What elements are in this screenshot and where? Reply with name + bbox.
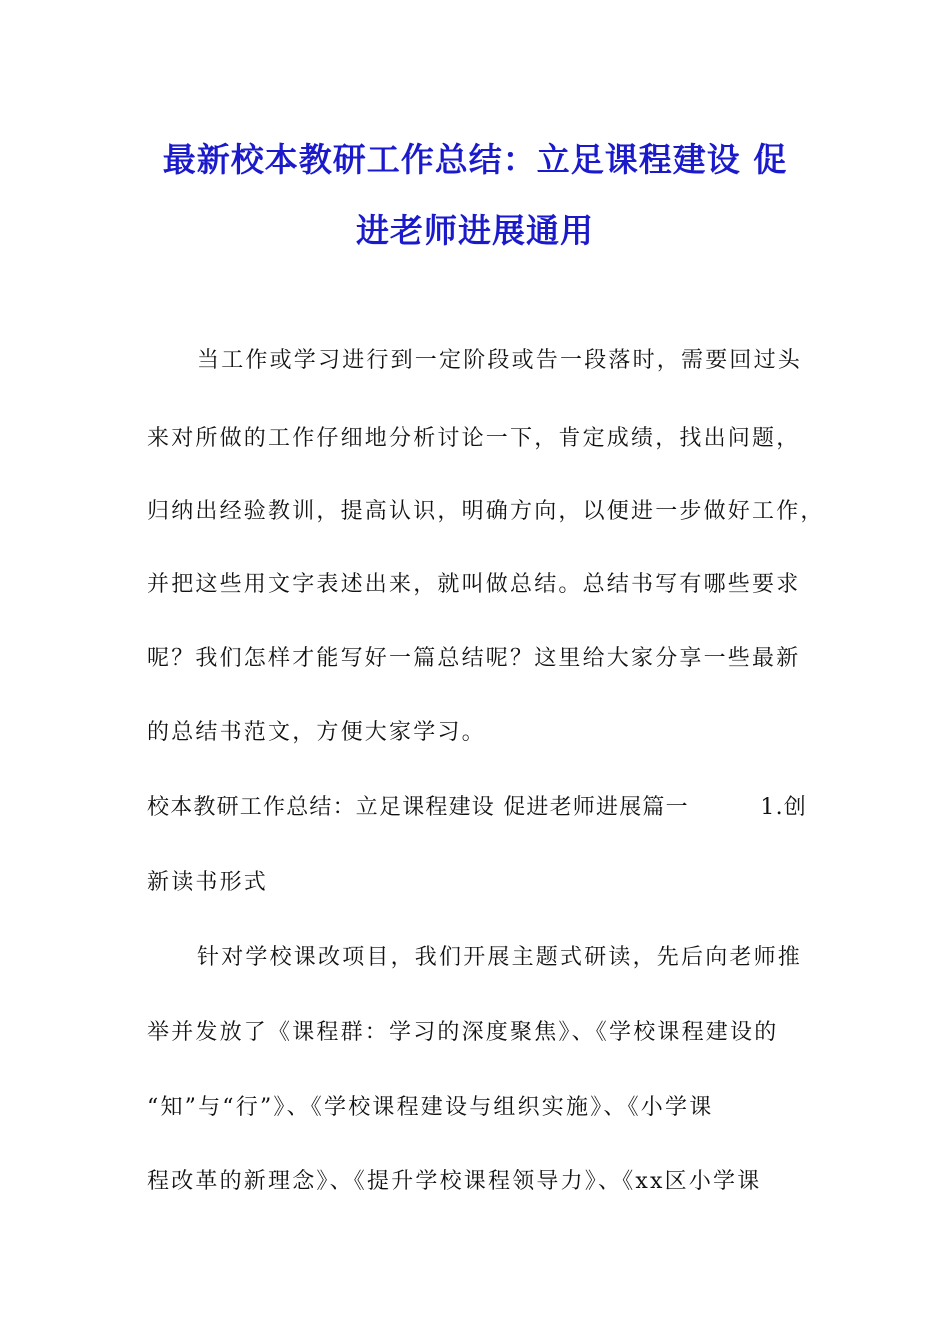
paragraph-1-line: 的总结书范文，方便大家学习。 <box>147 720 486 745</box>
paragraph-2-line: 举并发放了《课程群：学习的深度聚焦》、《学校课程建设的 <box>147 1020 779 1045</box>
paragraph-2-line: 程改革的新理念》、《提升学校课程领导力》、《xx区小学课 <box>147 1169 762 1194</box>
document-title-line-2: 进老师进展通用 <box>356 211 594 250</box>
paragraph-1-line: 来对所做的工作仔细地分析讨论一下，肯定成绩，找出问题， <box>147 426 801 451</box>
section-heading-text: 校本教研工作总结：立足课程建设 促进老师进展篇一 <box>147 795 689 820</box>
paragraph-1-line: 呢？我们怎样才能写好一篇总结呢？这里给大家分享一些最新 <box>147 646 801 671</box>
section-heading <box>147 793 807 823</box>
paragraph-1-line: 归纳出经验教训，提高认识，明确方向，以便进一步做好工作， <box>147 499 825 524</box>
paragraph-2-line: “知”与“行”》、《学校课程建设与组织实施》、《小学课 <box>147 1095 714 1120</box>
paragraph-1-line: 当工作或学习进行到一定阶段或告一段落时，需要回过头 <box>197 348 803 373</box>
section-heading-number: 1.创 <box>760 795 807 820</box>
paragraph-2-line: 针对学校课改项目，我们开展主题式研读，先后向老师推 <box>197 945 803 970</box>
document-title-line-1: 最新校本教研工作总结：立足课程建设 促 <box>162 140 788 179</box>
section-heading-continuation: 新读书形式 <box>147 870 269 895</box>
paragraph-1-line: 并把这些用文字表述出来，就叫做总结。总结书写有哪些要求 <box>147 572 801 597</box>
